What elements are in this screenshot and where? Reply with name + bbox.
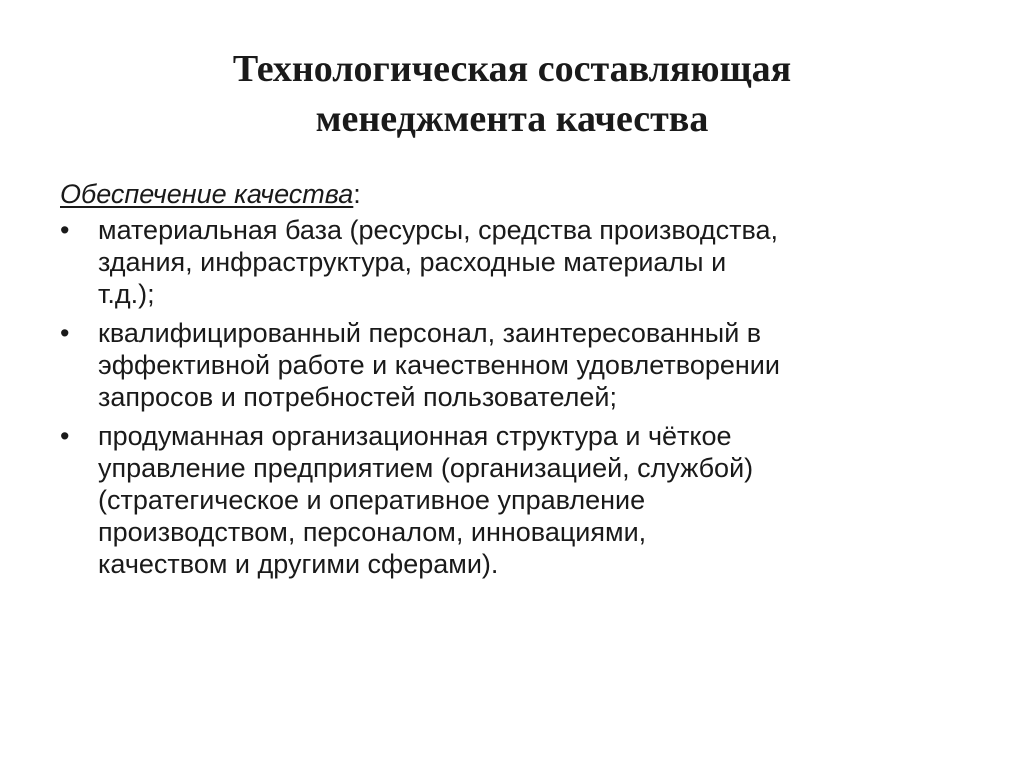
bullet-line: (стратегическое и оперативное управление xyxy=(98,485,646,515)
subheading-text: Обеспечение качества xyxy=(60,179,354,209)
bullet-list xyxy=(60,214,980,580)
bullet-item-material-base xyxy=(60,214,980,310)
section-subheading xyxy=(60,178,980,210)
bullet-icon: • xyxy=(60,318,70,348)
slide-title-line-2: менеджмента качества xyxy=(315,98,709,140)
bullet-icon: • xyxy=(60,215,70,245)
bullet-line: производством, персоналом, инновациями, xyxy=(98,517,647,547)
bullet-item-qualified-staff xyxy=(60,317,980,413)
bullet-line: управление предприятием (организацией, службой) xyxy=(98,453,754,483)
bullet-line: квалифицированный персонал, заинтересованный в xyxy=(98,318,762,348)
bullet-line: здания, инфраструктура, расходные материалы и xyxy=(98,247,727,277)
bullet-line: эффективной работе и качественном удовлетворении xyxy=(98,350,780,380)
bullet-item-org-structure xyxy=(60,420,980,580)
slide-title-line-1: Технологическая составляющая xyxy=(232,48,792,90)
bullet-line: продуманная организационная структура и чёткое xyxy=(98,421,732,451)
slide-title xyxy=(0,44,1024,144)
slide-content xyxy=(60,178,980,587)
bullet-line: качеством и другими сферами). xyxy=(98,549,499,579)
bullet-icon: • xyxy=(60,421,70,451)
bullet-line: материальная база (ресурсы, средства производства, xyxy=(98,215,779,245)
bullet-line: запросов и потребностей пользователей; xyxy=(98,382,617,412)
bullet-line: т.д.); xyxy=(98,279,155,309)
subheading-colon: : xyxy=(353,179,361,209)
